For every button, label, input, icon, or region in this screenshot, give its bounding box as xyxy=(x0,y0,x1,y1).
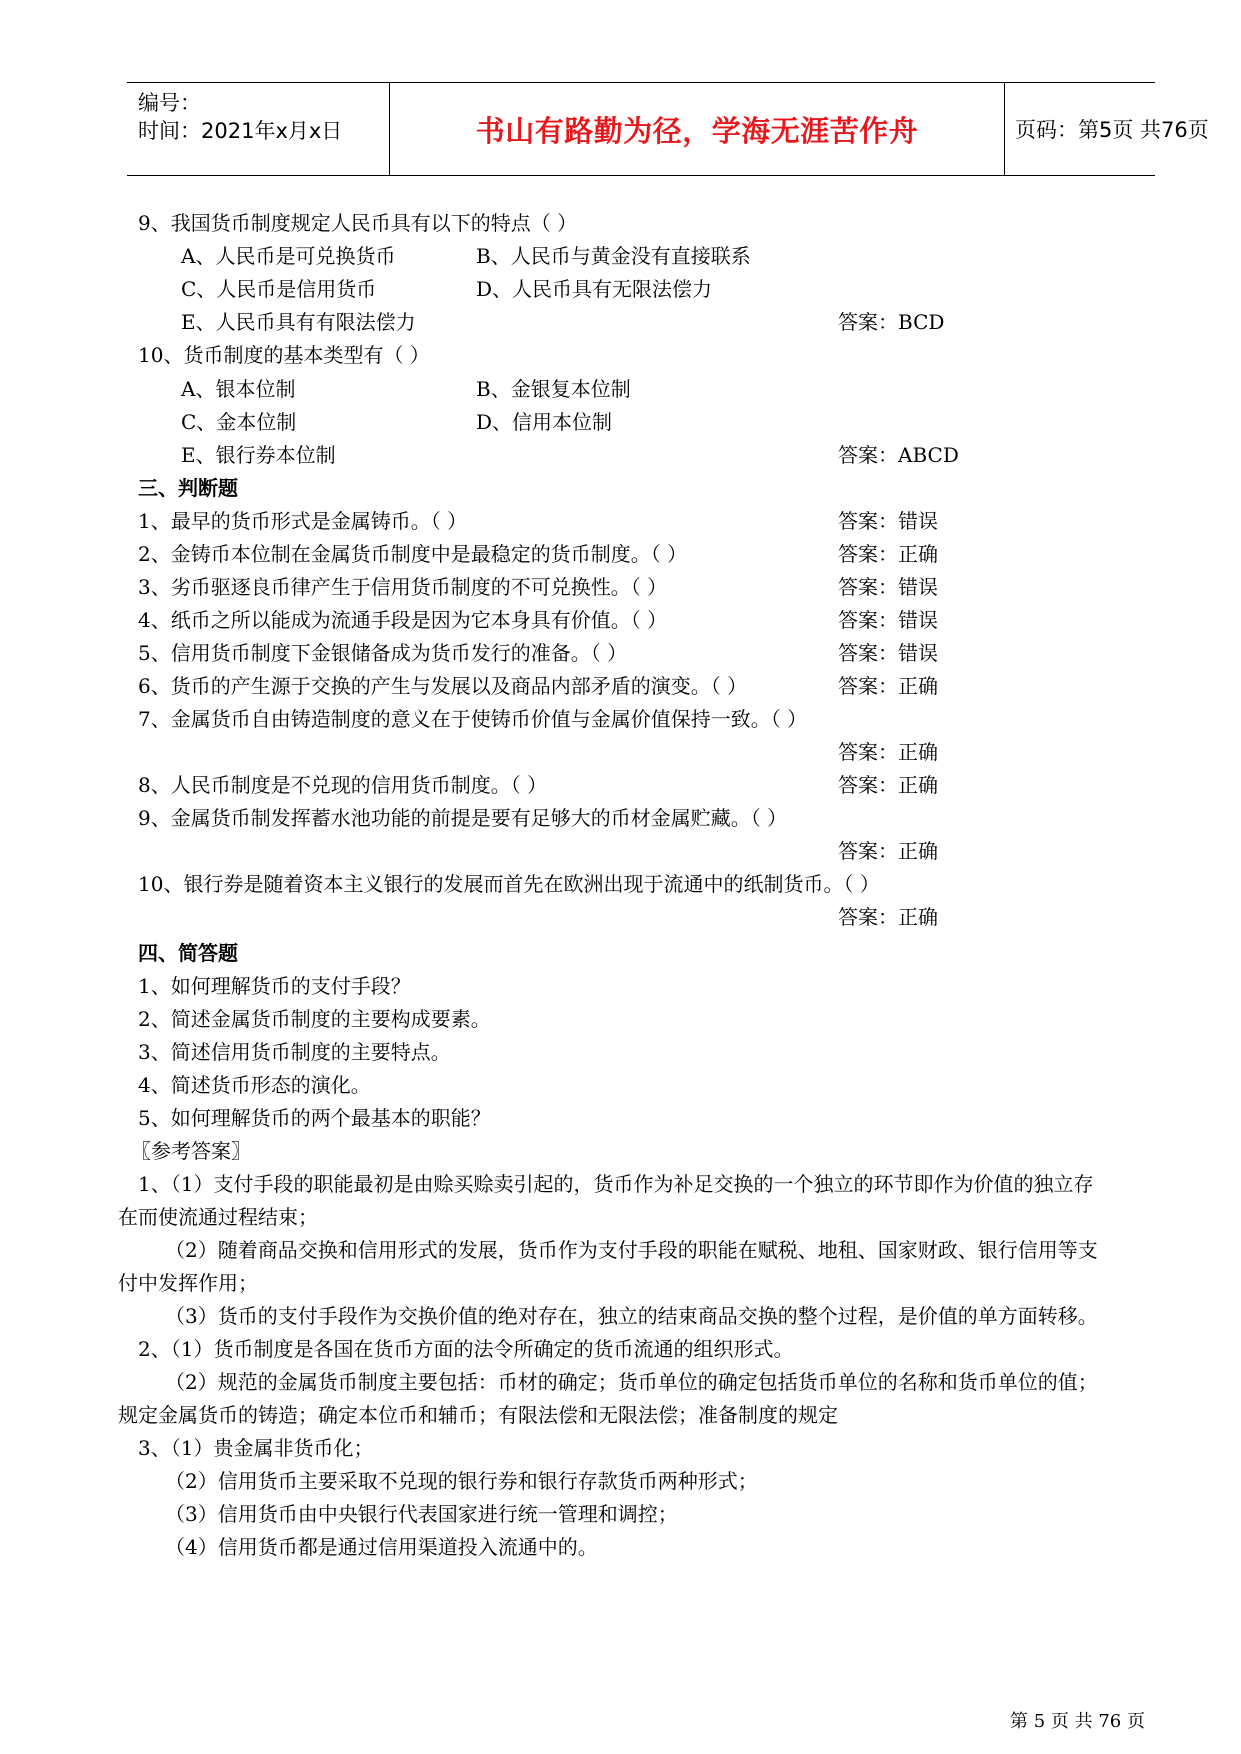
judge-q2: 2、金铸币本位制在金属货币制度中是最稳定的货币制度。（ ） xyxy=(138,542,688,566)
judge-a1: 答案：错误 xyxy=(838,509,938,533)
answer-3-part3: （3）信用货币由中央银行代表国家进行统一管理和调控； xyxy=(165,1502,678,1526)
judge-a6: 答案：正确 xyxy=(838,674,938,698)
judge-q10: 10、银行券是随着资本主义银行的发展而首先在欧洲出现于流通中的纸制货币。（ ） xyxy=(138,872,880,896)
judge-q8: 8、人民币制度是不兑现的信用货币制度。（ ） xyxy=(138,773,548,797)
judge-a8: 答案：正确 xyxy=(838,773,938,797)
mc-q9-option-a: A、人民币是可兑换货币 xyxy=(181,244,396,268)
header-motto-cell xyxy=(389,83,1005,175)
short-q1: 1、如何理解货币的支付手段？ xyxy=(138,974,411,998)
date-label: 时间：2021年x月x日 xyxy=(138,119,343,143)
section-title-judge: 三、判断题 xyxy=(138,476,238,500)
judge-q5: 5、信用货币制度下金银储备成为货币发行的准备。（ ） xyxy=(138,641,628,665)
header-left-cell xyxy=(127,83,389,175)
judge-a2: 答案：正确 xyxy=(838,542,938,566)
short-q5: 5、如何理解货币的两个最基本的职能？ xyxy=(138,1106,491,1130)
page-footer: 第 5 页 共 76 页 xyxy=(1010,1711,1145,1732)
judge-q6: 6、货币的产生源于交换的产生与发展以及商品内部矛盾的演变。（ ） xyxy=(138,674,748,698)
mc-q10-answer: 答案：ABCD xyxy=(838,443,959,467)
answer-2-part2-line2: 规定金属货币的铸造；确定本位币和辅币；有限法偿和无限法偿；准备制度的规定 xyxy=(118,1403,838,1427)
mc-q9-stem: 9、我国货币制度规定人民币具有以下的特点（ ） xyxy=(138,211,578,235)
page-header xyxy=(127,82,1209,176)
short-q3: 3、简述信用货币制度的主要特点。 xyxy=(138,1040,451,1064)
mc-q10-option-e: E、银行券本位制 xyxy=(181,443,336,467)
judge-q7: 7、金属货币自由铸造制度的意义在于使铸币价值与金属价值保持一致。（ ） xyxy=(138,707,808,731)
mc-q10-option-a: A、银本位制 xyxy=(181,377,296,401)
answer-3-part4: （4）信用货币都是通过信用渠道投入流通中的。 xyxy=(165,1535,598,1559)
judge-a9: 答案：正确 xyxy=(838,839,938,863)
judge-a4: 答案：错误 xyxy=(838,608,938,632)
judge-q1: 1、最早的货币形式是金属铸币。（ ） xyxy=(138,509,468,533)
header-page-cell xyxy=(1005,83,1209,175)
answer-2-part1: 2、（1）货币制度是各国在货币方面的法令所确定的货币流通的组织形式。 xyxy=(138,1337,794,1361)
mc-q10-option-d: D、信用本位制 xyxy=(476,410,613,434)
mc-q9-answer: 答案：BCD xyxy=(838,310,945,334)
judge-q4: 4、纸币之所以能成为流通手段是因为它本身具有价值。（ ） xyxy=(138,608,668,632)
motto-text: 书山有路勤为径，学海无涯苦作舟 xyxy=(475,113,919,148)
number-label: 编号： xyxy=(138,91,201,115)
answer-3-part1: 3、（1）贵金属非货币化； xyxy=(138,1436,374,1460)
mc-q9-option-d: D、人民币具有无限法偿力 xyxy=(476,277,713,301)
answer-1-part2-line2: 付中发挥作用； xyxy=(118,1271,258,1295)
judge-a7: 答案：正确 xyxy=(838,740,938,764)
answer-3-part2: （2）信用货币主要采取不兑现的银行券和银行存款货币两种形式； xyxy=(165,1469,758,1493)
short-q2: 2、简述金属货币制度的主要构成要素。 xyxy=(138,1007,491,1031)
reference-answer-title: 〖参考答案〗 xyxy=(131,1139,251,1163)
judge-q9: 9、金属货币制发挥蓄水池功能的前提是要有足够大的币材金属贮藏。（ ） xyxy=(138,806,788,830)
short-q4: 4、简述货币形态的演化。 xyxy=(138,1073,371,1097)
mc-q9-option-e: E、人民币具有有限法偿力 xyxy=(181,310,416,334)
mc-q9-option-b: B、人民币与黄金没有直接联系 xyxy=(476,244,751,268)
section-title-short: 四、简答题 xyxy=(138,941,238,965)
judge-q3: 3、劣币驱逐良币律产生于信用货币制度的不可兑换性。（ ） xyxy=(138,575,668,599)
page-code: 页码：第5页 共76页 xyxy=(1015,118,1209,142)
judge-a10: 答案：正确 xyxy=(838,905,938,929)
judge-a3: 答案：错误 xyxy=(838,575,938,599)
answer-1-part3: （3）货币的支付手段作为交换价值的绝对存在，独立的结束商品交换的整个过程，是价值的单方面转移。 xyxy=(165,1304,1098,1328)
answer-1-part1-line1: 1、（1）支付手段的职能最初是由赊买赊卖引起的，货币作为补足交换的一个独立的环节即作为价值的独立存 xyxy=(138,1172,1094,1196)
mc-q10-option-b: B、金银复本位制 xyxy=(476,377,631,401)
mc-q9-option-c: C、人民币是信用货币 xyxy=(181,277,377,301)
mc-q10-option-c: C、金本位制 xyxy=(181,410,297,434)
judge-a5: 答案：错误 xyxy=(838,641,938,665)
answer-1-part2-line1: （2）随着商品交换和信用形式的发展，货币作为支付手段的职能在赋税、地租、国家财政、银行信用等支 xyxy=(165,1238,1098,1262)
mc-q10-stem: 10、货币制度的基本类型有（ ） xyxy=(138,343,430,367)
answer-1-part1-line2: 在而使流通过程结束； xyxy=(118,1205,318,1229)
answer-2-part2-line1: （2）规范的金属货币制度主要包括：币材的确定；货币单位的确定包括货币单位的名称和货币单位的值； xyxy=(165,1370,1098,1394)
